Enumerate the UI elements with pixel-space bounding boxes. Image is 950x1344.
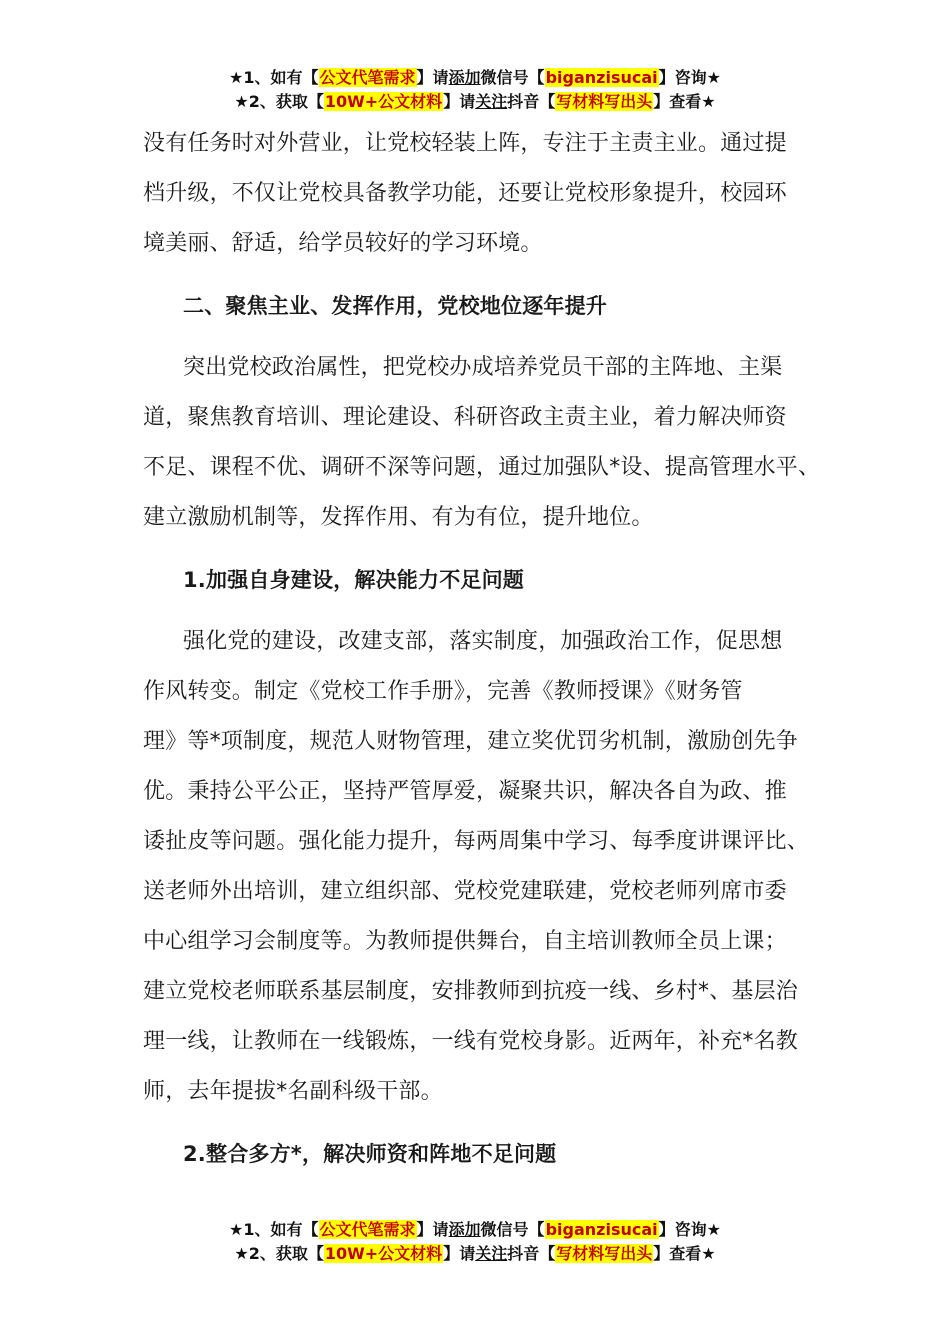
banner-text: ★1、如有【 [229, 68, 319, 87]
highlight-materials: 10W+公文材料 [324, 92, 443, 111]
text-line: 师，去年提拔*名副科级干部。 [143, 1079, 443, 1104]
banner-text: 】请 [443, 1244, 476, 1263]
underline-follow: 关注 [475, 1244, 508, 1263]
heading-text: 2.整合多方*，解决师资和阵地不足问题 [183, 1142, 557, 1166]
text-line: 理一线，让教师在一线锻炼，一线有党校身影。近两年，补充*名教 [143, 1029, 799, 1054]
text-line: 境美丽、舒适，给学员较好的学习环境。 [143, 231, 543, 256]
highlight-service: 公文代笔需求 [319, 68, 416, 87]
text-line: 突出党校政治属性，把党校办成培养党员干部的主阵地、主渠 [183, 355, 783, 380]
underline-add: 添加 [448, 1220, 481, 1239]
heading-text: 1.加强自身建设，解决能力不足问题 [183, 568, 524, 592]
banner-text: 】咨询★ [658, 68, 721, 87]
banner-text: ★2、获取【 [234, 92, 324, 111]
highlight-douyin-id: 写材料写出头 [556, 1244, 653, 1263]
text-line: 强化党的建设，改建支部，落实制度，加强政治工作，促思想 [183, 629, 783, 654]
text-line: 作风转变。制定《党校工作手册》，完善《教师授课》《财务管 [143, 679, 743, 704]
text-line: 优。秉持公平公正，坚持严管厚爱，凝聚共识，解决各自为政、推 [143, 779, 787, 804]
banner-line-1 [0, 1218, 950, 1242]
text-line: 送老师外出培训，建立组织部、党校党建联建，党校老师列席市委 [143, 879, 787, 904]
document-body [143, 119, 823, 1179]
text-line: 不足、课程不优、调研不深等问题，通过加强队*设、提高管理水平、 [143, 455, 821, 480]
text-line: 理》等*项制度，规范人财物管理，建立奖优罚劣机制，激励创先争 [143, 729, 799, 754]
subsection-heading-2 [143, 1129, 823, 1179]
banner-text: 】查看★ [653, 1244, 716, 1263]
highlight-wechat-id: biganzisucai [545, 1220, 658, 1239]
banner-line-1 [0, 66, 950, 90]
underline-add: 添加 [448, 68, 481, 87]
text-line: 中心组学习会制度等。为教师提供舞台，自主培训教师全员上课； [143, 929, 787, 954]
text-line: 道，聚焦教育培训、理论建设、科研咨政主责主业，着力解决师资 [143, 405, 787, 430]
banner-text: 】请 [416, 1220, 449, 1239]
highlight-service: 公文代笔需求 [319, 1220, 416, 1239]
underline-follow: 关注 [475, 92, 508, 111]
banner-line-2 [0, 1242, 950, 1266]
banner-line-2 [0, 90, 950, 114]
text-line: 建立党校老师联系基层制度，安排教师到抗疫一线、乡村*、基层治 [143, 979, 799, 1004]
banner-text: ★2、获取【 [234, 1244, 324, 1263]
paragraph-3 [143, 617, 823, 1117]
highlight-materials: 10W+公文材料 [324, 1244, 443, 1263]
footer-banner [0, 1218, 950, 1266]
text-line: 诿扯皮等问题。强化能力提升，每两周集中学习、每季度讲课评比、 [143, 829, 810, 854]
banner-text: ★1、如有【 [229, 1220, 319, 1239]
banner-text: 】查看★ [653, 92, 716, 111]
text-line: 档升级，不仅让党校具备教学功能，还要让党校形象提升，校园环 [143, 181, 787, 206]
banner-text: 抖音【 [507, 1244, 556, 1263]
paragraph-2 [143, 343, 823, 543]
banner-text: 微信号【 [480, 1220, 545, 1239]
section-heading-2 [143, 281, 823, 331]
header-banner [0, 66, 950, 114]
heading-text: 二、聚焦主业、发挥作用，党校地位逐年提升 [183, 294, 607, 318]
banner-text: 】请 [416, 68, 449, 87]
banner-text: 微信号【 [480, 68, 545, 87]
banner-text: 】请 [443, 92, 476, 111]
banner-text: 抖音【 [507, 92, 556, 111]
highlight-douyin-id: 写材料写出头 [556, 92, 653, 111]
subsection-heading-1 [143, 555, 823, 605]
paragraph-1 [143, 119, 823, 269]
text-line: 建立激励机制等，发挥作用、有为有位，提升地位。 [143, 505, 654, 530]
highlight-wechat-id: biganzisucai [545, 68, 658, 87]
banner-text: 】咨询★ [658, 1220, 721, 1239]
text-line: 没有任务时对外营业，让党校轻装上阵，专注于主责主业。通过提 [143, 131, 787, 156]
